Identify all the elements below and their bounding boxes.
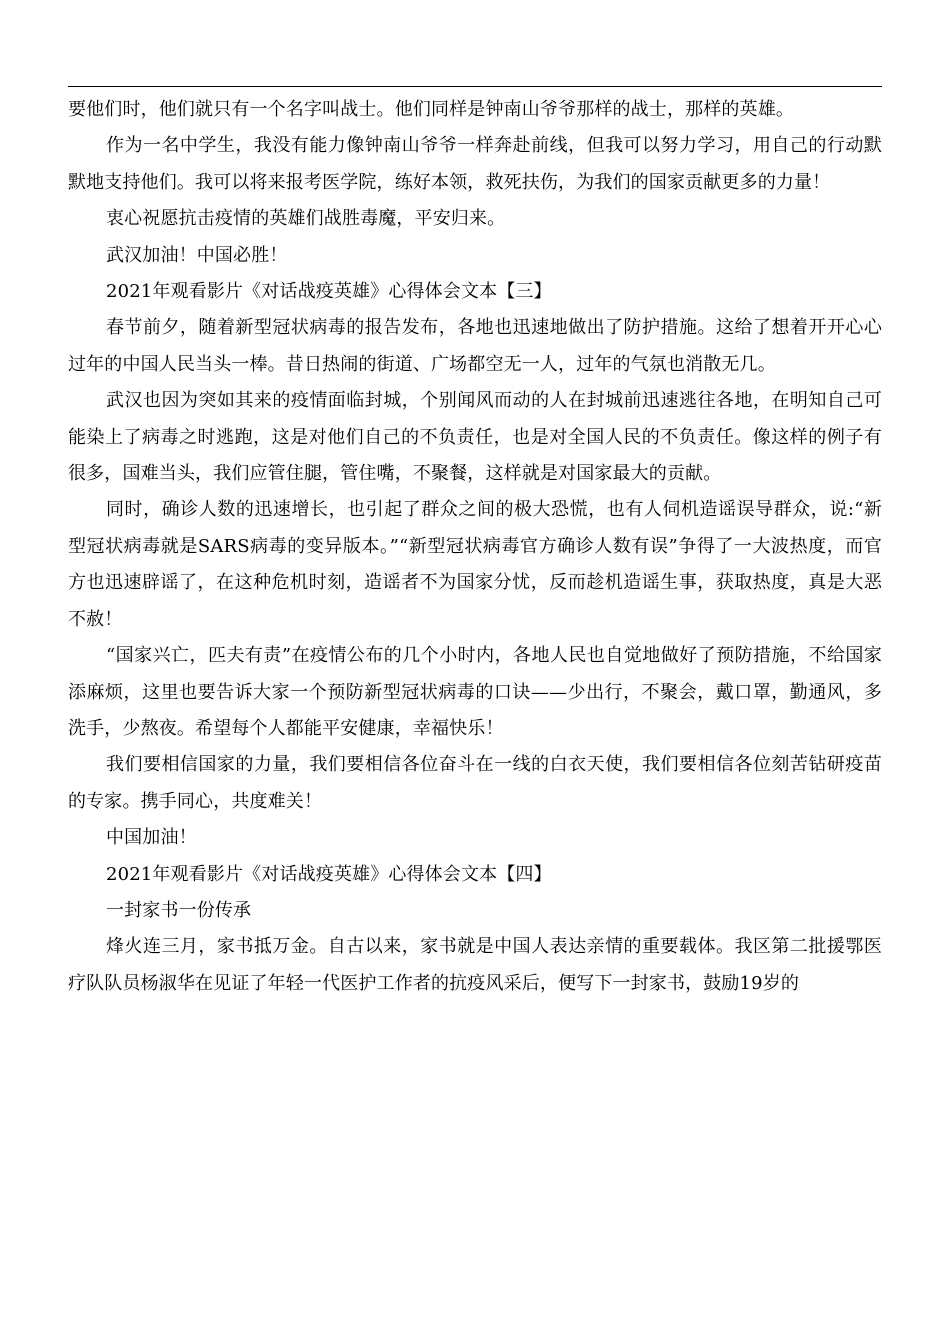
paragraph-3: 衷心祝愿抗击疫情的英雄们战胜毒魔，平安归来。 — [106, 208, 506, 230]
paragraph-5: 春节前夕，随着新型冠状病毒的报告发布，各地也迅速地做出了防护措施。这给了想着开开心心过年的中国人民当头一棒。昔日热闹的街道、广场都空无一人，过年的气氛也消散无几。 — [68, 317, 882, 375]
paragraph-8: “国家兴亡，匹夫有责”在疫情公布的几个小时内，各地人民也自觉地做好了预防措施，不给国家添麻烦，这里也要告诉大家一个预防新型冠状病毒的口诀——少出行，不聚会，戴口罩，勤通风，多洗手，少熬夜。希望每个人都能平安健康，幸福快乐！ — [68, 645, 882, 739]
paragraph-6: 武汉也因为突如其来的疫情面临封城，个别闻风而动的人在封城前迅速逃往各地，在明知自己可能染上了病毒之时逃跑，这是对他们自己的不负责任，也是对全国人民的不负责任。像这样的例子有很多，国难当头，我们应管住腿，管住嘴，不聚餐，这样就是对国家最大的贡献。 — [68, 390, 882, 485]
paragraph-7: 同时，确诊人数的迅速增长，也引起了群众之间的极大恐慌，也有人伺机造谣误导群众，说:“新型冠状病毒就是SARS病毒的变异版本。”“新型冠状病毒官方确诊人数有误”争得了一大波热度，而官方也迅速辟谣了，在这种危机时刻，造谣者不为国家分忧，反而趁机造谣生事，获取热度，真是大恶不赦！ — [68, 499, 882, 630]
header-rule — [68, 86, 882, 87]
paragraph-11: 烽火连三月，家书抵万金。自古以来，家书就是中国人表达亲情的重要载体。我区第二批援鄂医疗队队员杨淑华在见证了年轻一代医护工作者的抗疫风采后，便写下一封家书，鼓励19岁的 — [68, 936, 882, 994]
document-body — [68, 92, 882, 1002]
paragraph-1: 要他们时，他们就只有一个名字叫战士。他们同样是钟南山爷爷那样的战士，那样的英雄。 — [68, 99, 794, 120]
paragraph-9: 我们要相信国家的力量，我们要相信各位奋斗在一线的白衣天使，我们要相信各位刻苦钻研疫苗的专家。携手同心，共度难关！ — [68, 754, 882, 812]
section-heading-3: 2021年观看影片《对话战疫英雄》心得体会文本【三】 — [106, 281, 552, 303]
sub-heading: 一封家书一份传承 — [106, 899, 252, 921]
paragraph-4: 武汉加油！中国必胜！ — [106, 244, 288, 266]
section-heading-4: 2021年观看影片《对话战疫英雄》心得体会文本【四】 — [106, 863, 552, 885]
paragraph-10: 中国加油！ — [106, 827, 197, 849]
paragraph-2: 作为一名中学生，我没有能力像钟南山爷爷一样奔赴前线，但我可以努力学习，用自己的行动默默地支持他们。我可以将来报考医学院，练好本领，救死扶伤，为我们的国家贡献更多的力量！ — [68, 135, 882, 193]
